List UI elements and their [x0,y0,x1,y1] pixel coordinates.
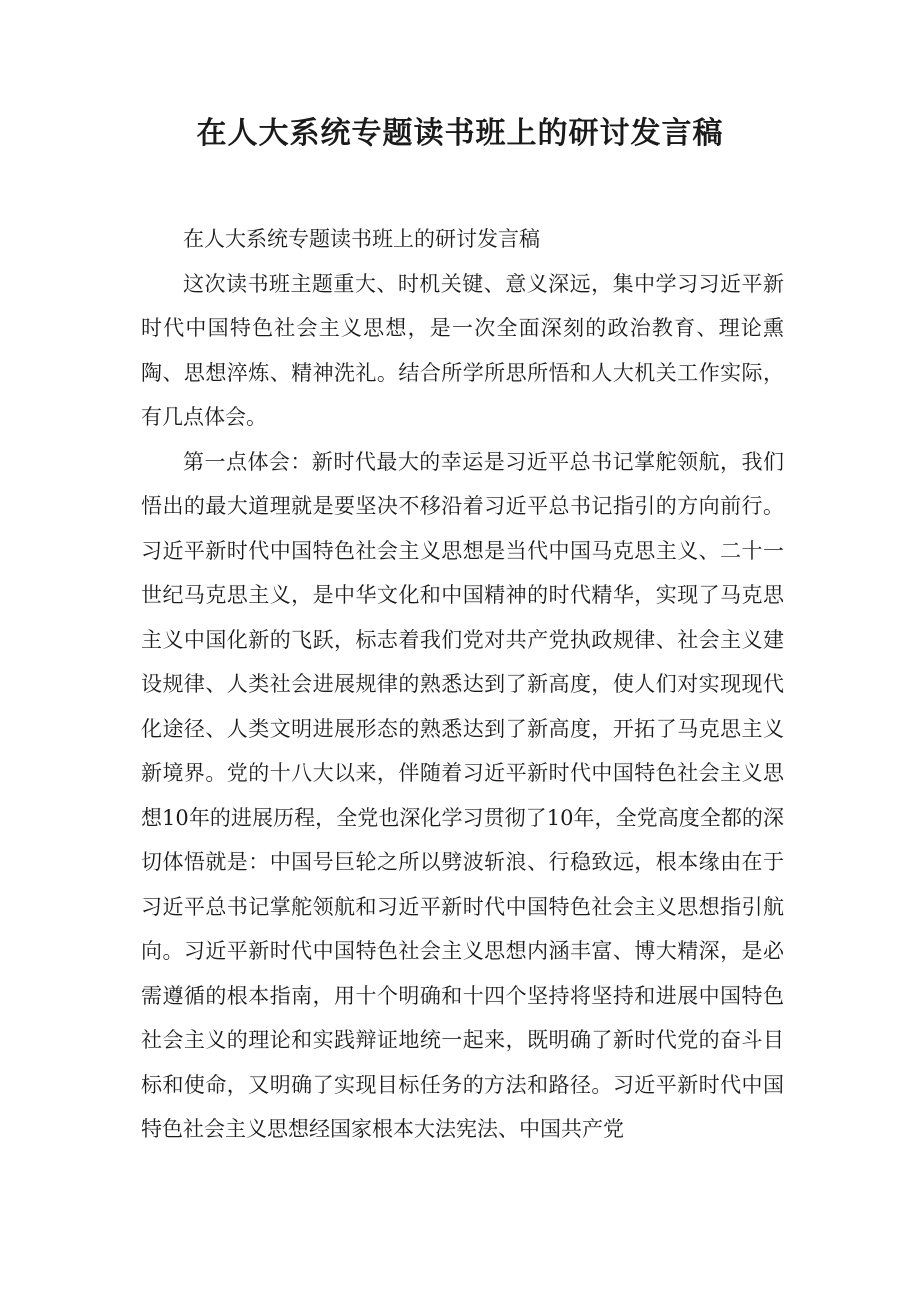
paragraph-first-point: 第一点体会：新时代最大的幸运是习近平总书记掌舵领航，我们悟出的最大道理就是要坚决不移沿着习近平总书记指引的方向前行。习近平新时代中国特色社会主义思想是当代中国马克思主义、二十一世纪马克思主义，是中华文化和中国精神的时代精华，实现了马克思主义中国化新的飞跃，标志着我们党对共产党执政规律、社会主义建设规律、人类社会进展规律的熟悉达到了新高度，使人们对实现现代化途径、人类文明进展形态的熟悉达到了新高度，开拓了马克思主义新境界。党的十八大以来，伴随着习近平新时代中国特色社会主义思想10年的进展历程，全党也深化学习贯彻了10年，全党高度全都的深切体悟就是：中国号巨轮之所以劈波斩浪、行稳致远，根本缘由在于习近平总书记掌舵领航和习近平新时代中国特色社会主义思想指引航向。习近平新时代中国特色社会主义思想内涵丰富、博大精深，是必需遵循的根本指南，用十个明确和十四个坚持将坚持和进展中国特色社会主义的理论和实践辩证地统一起来，既明确了新时代党的奋斗目标和使命，又明确了实现目标任务的方法和路径。习近平新时代中国特色社会主义思想经国家根本大法宪法、中国共产党 [141,449,784,1141]
document-title: 在人大系统专题读书班上的研讨发言稿 [196,116,724,151]
paragraph-subtitle: 在人大系统专题读书班上的研讨发言稿 [183,227,540,251]
paragraph-intro: 这次读书班主题重大、时机关键、意义深远，集中学习习近平新时代中国特色社会主义思想，是一次全面深刻的政治教育、理论熏陶、思想淬炼、精神洗礼。结合所学所思所悟和人大机关工作实际，有几点体会。 [141,271,784,429]
document-body [141,217,784,1152]
